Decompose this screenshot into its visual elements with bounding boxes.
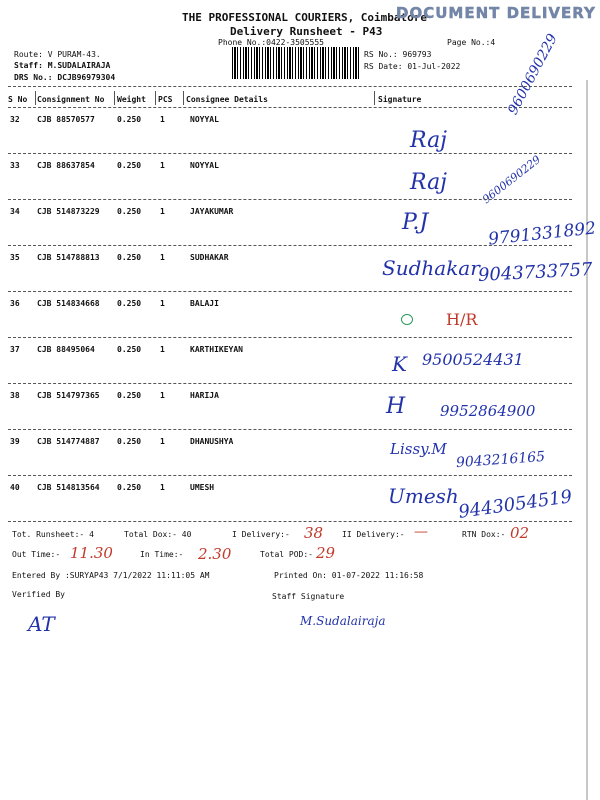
row-pcs: 1: [160, 483, 165, 492]
row-rule: [8, 291, 572, 292]
row-consignee: NOYYAL: [190, 115, 219, 124]
verified-by-label: Verified By: [12, 590, 65, 599]
row-phone-note: 9600690229: [480, 152, 544, 207]
in-time-value: 2.30: [198, 545, 232, 563]
col-sno: S No: [8, 95, 28, 104]
row-signature: P.J: [402, 210, 429, 235]
row-rule: [8, 153, 572, 154]
row-weight: 0.250: [117, 115, 142, 124]
row-consignment: CJB 88570577: [37, 115, 95, 124]
row-signature: H: [386, 394, 406, 419]
company-title: THE PROFESSIONAL COURIERS, Coimbatore: [182, 11, 428, 24]
staff-signature: M.Sudalairaja: [300, 614, 386, 628]
total-pod-value: 29: [316, 544, 336, 562]
row-consignment: CJB 514813564: [37, 483, 100, 492]
row-signature: Raj: [410, 170, 448, 195]
row-rule: [8, 199, 572, 200]
row-rule: [8, 337, 572, 338]
row-pcs: 1: [160, 299, 165, 308]
row-rule: [8, 383, 572, 384]
row-pcs: 1: [160, 115, 165, 124]
row-pcs: 1: [160, 437, 165, 446]
row-consignee: HARIJA: [190, 391, 219, 400]
row-weight: 0.250: [117, 161, 142, 170]
row-sno: 38: [10, 391, 20, 400]
total-dox: Total Dox:- 40: [124, 530, 192, 539]
row-consignment: CJB 514834668: [37, 299, 100, 308]
row-pcs: 1: [160, 161, 165, 170]
row-consignee: SUDHAKAR: [190, 253, 229, 262]
document-delivery-stamp: DOCUMENT DELIVERY: [396, 4, 596, 22]
i-delivery-label: I Delivery:-: [232, 530, 290, 539]
row-sno: 33: [10, 161, 20, 170]
row-weight: 0.250: [117, 391, 142, 400]
rtn-dox-label: RTN Dox:-: [462, 530, 506, 539]
row-signature: K: [392, 352, 407, 376]
row-rule: [8, 475, 572, 476]
table-top-rule: [8, 86, 572, 87]
row-rule: [8, 245, 572, 246]
row-pcs: 1: [160, 345, 165, 354]
col-sep: [35, 91, 36, 105]
phone-number: Phone No.:0422-3505555: [218, 38, 324, 47]
row-pcs: 1: [160, 391, 165, 400]
col-sep: [374, 91, 375, 105]
route-label: Route: V PURAM-43.: [14, 50, 101, 59]
row-signature: Raj: [410, 128, 448, 153]
entered-by: Entered By :SURYAP43 7/1/2022 11:11:05 AM: [12, 571, 210, 580]
row-pcs: 1: [160, 253, 165, 262]
row-signature: H/R: [446, 310, 478, 329]
row-weight: 0.250: [117, 253, 142, 262]
table-header-rule: [8, 107, 572, 108]
row-phone-note: 9043216165: [455, 448, 546, 472]
col-consignment: Consignment No: [37, 95, 105, 104]
ii-delivery-value: —: [414, 524, 428, 540]
rs-number: RS No.: 969793: [364, 50, 432, 59]
ii-delivery-label: II Delivery:-: [342, 530, 405, 539]
staff-label: Staff: M.SUDALAIRAJA: [14, 61, 111, 70]
row-weight: 0.250: [117, 207, 142, 216]
col-signature: Signature: [378, 95, 422, 104]
col-sep: [183, 91, 184, 105]
row-consignment: CJB 514797365: [37, 391, 100, 400]
row-consignment: CJB 88637854: [37, 161, 95, 170]
row-sno: 39: [10, 437, 20, 446]
tot-runsheet: Tot. Runsheet:- 4: [12, 530, 94, 539]
row-weight: 0.250: [117, 345, 142, 354]
row-phone-note: 9443054519: [457, 486, 574, 523]
col-consignee: Consignee Details: [186, 95, 268, 104]
row-pcs: 1: [160, 207, 165, 216]
printed-on: Printed On: 01-07-2022 11:16:58: [274, 571, 424, 580]
row-sno: 34: [10, 207, 20, 216]
row-sno: 36: [10, 299, 20, 308]
page-edge: [586, 80, 588, 800]
row-consignee: UMESH: [190, 483, 215, 492]
row-signature: Sudhakar: [382, 256, 480, 280]
row-rule: [8, 429, 572, 430]
row-weight: 0.250: [117, 437, 142, 446]
row-weight: 0.250: [117, 483, 142, 492]
verified-signature: AT: [28, 612, 55, 636]
out-time-value: 11.30: [70, 544, 113, 562]
col-sep: [114, 91, 115, 105]
i-delivery-value: 38: [304, 524, 324, 542]
row-weight: 0.250: [117, 299, 142, 308]
col-sep: [155, 91, 156, 105]
row-phone-note: 9952864900: [440, 402, 536, 420]
col-weight: Weight: [117, 95, 146, 104]
out-time-label: Out Time:-: [12, 550, 61, 559]
barcode: [232, 47, 360, 79]
row-consignment: CJB 88495064: [37, 345, 95, 354]
drs-number: DRS No.: DCJB96979304: [14, 73, 116, 82]
row-consignee: NOYYAL: [190, 161, 219, 170]
row-consignee: KARTHIKEYAN: [190, 345, 243, 354]
total-pod-label: Total POD:-: [260, 550, 313, 559]
row-signature: Umesh: [388, 484, 459, 508]
row-consignee: DHANUSHYA: [190, 437, 234, 446]
in-time-label: In Time:-: [140, 550, 184, 559]
row-consignment: CJB 514873229: [37, 207, 100, 216]
row-phone-note: 9500524431: [422, 350, 524, 369]
row-sno: 35: [10, 253, 20, 262]
row-sno: 37: [10, 345, 20, 354]
row-consignee: BALAJI: [190, 299, 219, 308]
table-bottom-rule: [8, 521, 572, 522]
rtn-dox-value: 02: [510, 524, 530, 542]
row-phone-note: 9600690229: [505, 31, 561, 118]
row-signature: Lissy.M: [390, 440, 447, 458]
row-consignment: CJB 514788813: [37, 253, 100, 262]
row-sno: 40: [10, 483, 20, 492]
staff-signature-label: Staff Signature: [272, 592, 345, 601]
row-consignee: JAYAKUMAR: [190, 207, 234, 216]
row-sno: 32: [10, 115, 20, 124]
row-phone-note: 9043733757: [477, 259, 594, 286]
col-pcs: PCS: [158, 95, 173, 104]
stamp-circle-icon: [401, 314, 413, 325]
runsheet-subtitle: Delivery Runsheet - P43: [230, 25, 383, 38]
rs-date: RS Date: 01-Jul-2022: [364, 62, 461, 71]
row-consignment: CJB 514774887: [37, 437, 100, 446]
row-phone-note: 9791331892: [487, 218, 597, 250]
page-number: Page No.:4: [447, 38, 496, 47]
